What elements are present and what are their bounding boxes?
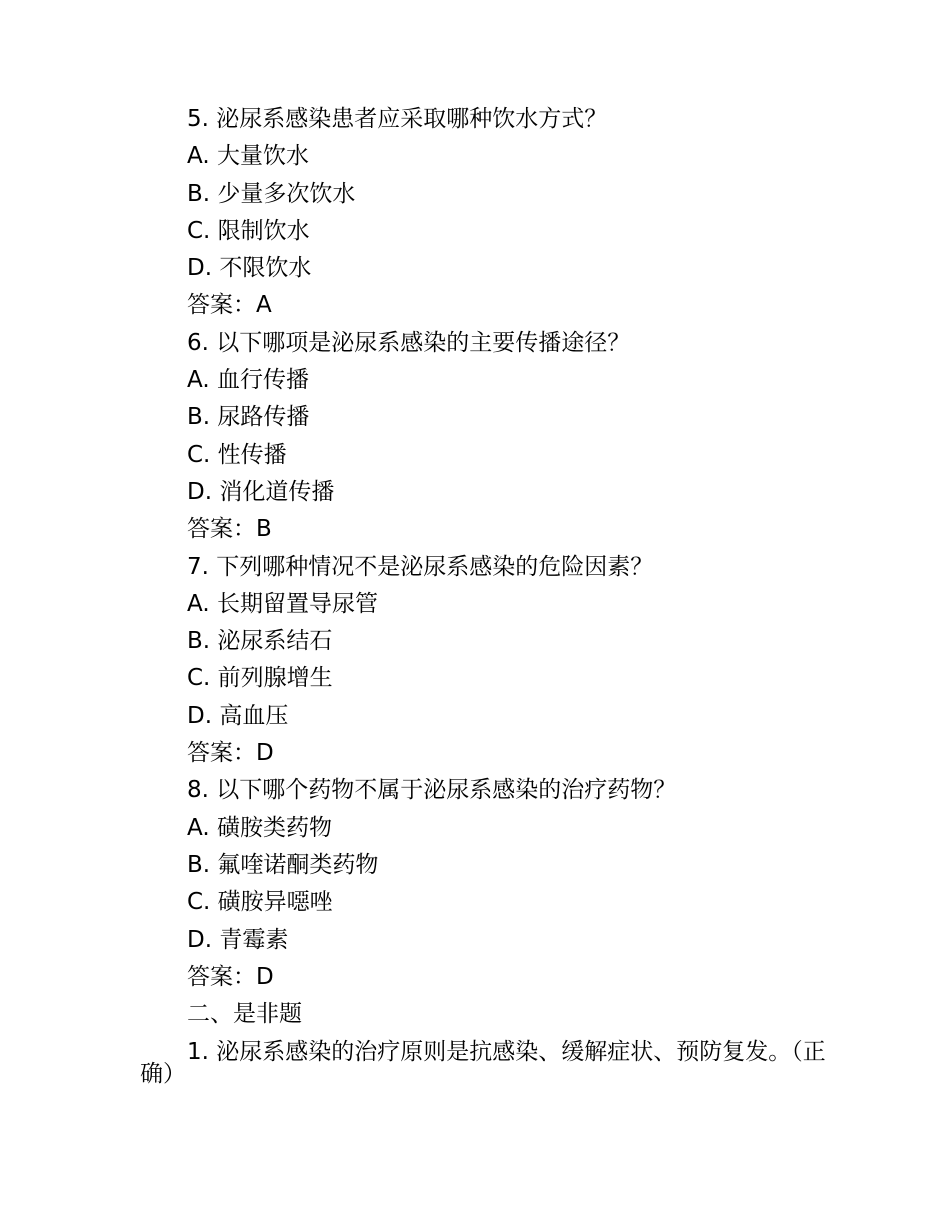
- option-7c: C. 前列腺增生: [187, 665, 333, 692]
- answer-5: 答案：A: [187, 292, 272, 319]
- section-heading-true-false: 二、是非题: [187, 1001, 302, 1028]
- option-7b: B. 泌尿系结石: [187, 628, 333, 655]
- option-8b: B. 氟喹诺酮类药物: [187, 851, 379, 878]
- option-6a: A. 血行传播: [187, 367, 309, 394]
- document-content: [140, 101, 827, 1088]
- option-8c: C. 磺胺异噁唑: [187, 889, 333, 916]
- question-7: 7. 下列哪种情况不是泌尿系感染的危险因素？: [187, 553, 654, 580]
- option-8a: A. 磺胺类药物: [187, 814, 332, 841]
- option-7d: D. 高血压: [187, 702, 289, 729]
- option-7a: A. 长期留置导尿管: [187, 590, 378, 617]
- option-6d: D. 消化道传播: [187, 478, 335, 505]
- question-5: 5. 泌尿系感染患者应采取哪种饮水方式？: [187, 106, 608, 132]
- option-5c: C. 限制饮水: [187, 217, 310, 244]
- option-6b: B. 尿路传播: [187, 404, 310, 431]
- true-false-question-1: 1. 泌尿系感染的治疗原则是抗感染、缓解症状、预防复发。（正确）: [140, 1039, 826, 1088]
- answer-7: 答案：D: [187, 740, 274, 767]
- option-5a: A. 大量饮水: [187, 143, 309, 170]
- option-6c: C. 性传播: [187, 441, 287, 468]
- answer-6: 答案：B: [187, 516, 272, 543]
- answer-8: 答案：D: [187, 963, 274, 990]
- question-6: 6. 以下哪项是泌尿系感染的主要传播途径？: [187, 329, 631, 356]
- option-5d: D. 不限饮水: [187, 255, 312, 282]
- question-8: 8. 以下哪个药物不属于泌尿系感染的治疗药物？: [187, 777, 677, 804]
- option-8d: D. 青霉素: [187, 926, 289, 953]
- option-5b: B. 少量多次饮水: [187, 180, 356, 207]
